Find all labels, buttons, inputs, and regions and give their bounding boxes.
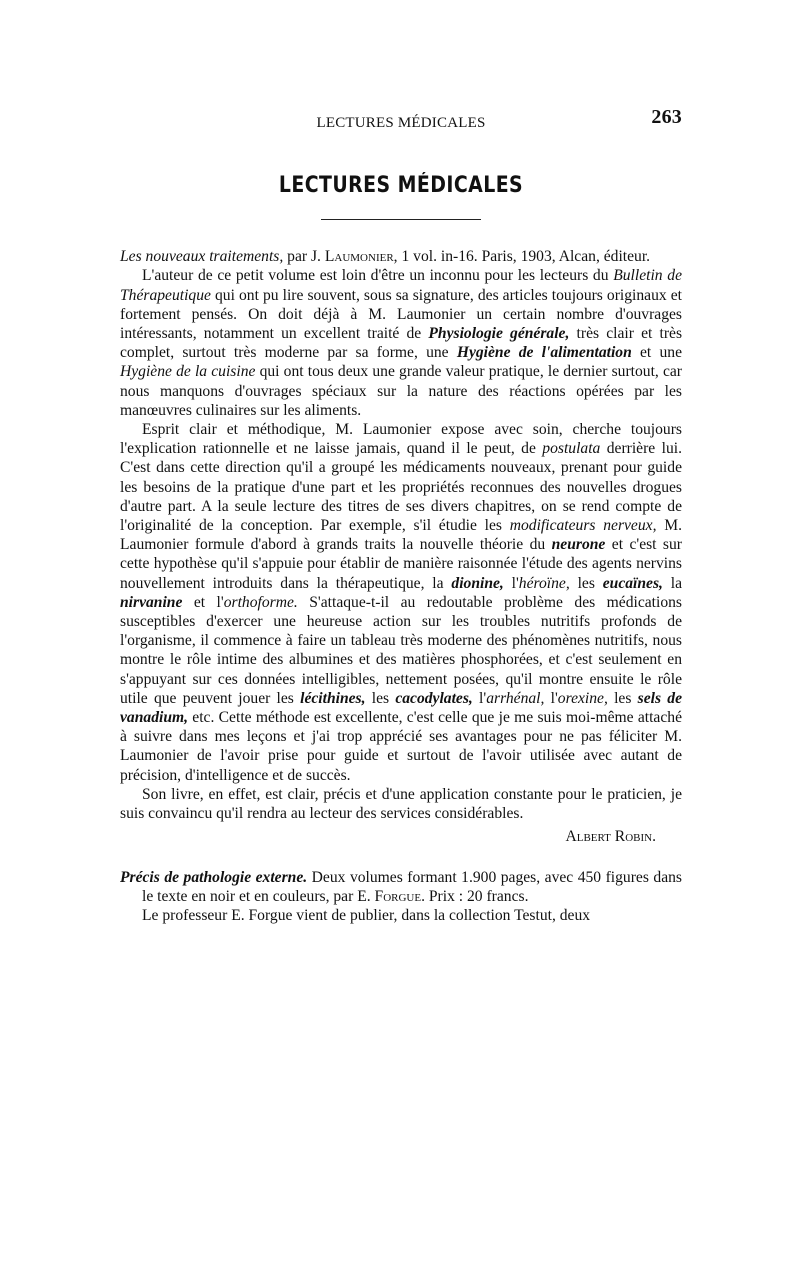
review-signature: Albert Robin. xyxy=(565,828,656,846)
cited-author: Laumonier xyxy=(324,248,394,266)
review-paragraph: Le professeur E. Forgue vient de publier, dans la collection Testut, deux xyxy=(142,906,591,924)
review-citation: Les nouveaux traitements, par J. Laumonier, 1 vol. in-16. Paris, 1903, Alcan, éditeur. xyxy=(120,248,651,266)
book-page xyxy=(120,108,682,925)
review-paragraph: Son livre, en effet, est clair, précis et d'une application constante pour le praticien, je suis convaincu qu'il rendra au lecteur des services considérables. xyxy=(120,785,682,823)
page-number: 263 xyxy=(651,106,682,128)
review-paragraph: L'auteur de ce petit volume est loin d'être un inconnu pour les lecteurs du Bulletin de Thérapeutique qui ont pu lire souvent, sous sa signature, des articles toujours originaux et fortement pensés. On doit déjà à M. Laumonier un certain nombre d'ouvrages intéressants, notamment un excellent traité de Physiologie générale, très clair et très complet, surtout très moderne par sa forme, une Hygiène de l'alimentation et une Hygiène de la cuisine qui ont tous deux une grande valeur pratique, le dernier surtout, car nous manquons d'ouvrages spéciaux sur la nature des réactions opérées par les manœuvres culinaires sur les aliments. xyxy=(120,267,683,419)
review-forgue xyxy=(120,868,682,926)
review-laumonier xyxy=(120,247,682,846)
cited-book-title: Précis de pathologie externe. xyxy=(120,868,308,886)
running-head-title: LECTURES MÉDICALES xyxy=(316,115,486,131)
review-citation: Précis de pathologie externe. Deux volumes formant 1.900 pages, avec 450 figures dans le texte en noir et en couleurs, par E. Forgue. Prix : 20 francs. xyxy=(120,868,682,905)
section-title: LECTURES MÉDICALES xyxy=(278,173,524,198)
running-head xyxy=(120,108,682,130)
title-rule xyxy=(321,219,481,220)
review-paragraph: Esprit clair et méthodique, M. Laumonier expose avec soin, cherche toujours l'explication rationnelle et ne laisse jamais, quand il le peut, de postulata derrière lui. C'est dans cette direction qu'il a groupé les médicaments nouveaux, prenant pour guide les besoins de la pratique d'une part et les propriétés reconnues des nouvelles drogues d'autre part. A la seule lecture des titres de ses divers chapitres, on se rend compte de l'originalité de la conception. Par exemple, s'il étudie les modificateurs nerveux, M. Laumonier formule d'abord à grands traits la nouvelle théorie du neurone et c'est sur cette hypothèse qu'il s'appuie pour établir de manière raisonnée l'étude des agents nervins nouvellement introduits dans la thérapeutique, la dionine, l'héroïne, les eucaïnes, la nirvanine et l'orthoforme. S'attaque-t-il au redoutable problème des médications susceptibles d'exercer une heureuse action sur les troubles nutritifs profonds de l'organisme, il commence à faire un tableau très moderne des phénomènes nutritifs, nous montre le rôle intime des albumines et des matières phosphorées, et c'est seulement en s'appuyant sur ces données intelligibles, nettement posées, qu'il montre ensuite le rôle utile que peuvent jouer les lécithines, les cacodylates, l'arrhénal, l'orexine, les sels de vanadium, etc. Cette méthode est excellente, c'est celle que je me suis moi-même attaché à suivre dans mes leçons et j'ai trop apprécié ses avantages pour ne pas féliciter M. Laumonier de l'avoir prise pour guide et surtout de l'avoir utilisée avec autant de précision, d'intelligence et de succès. xyxy=(120,421,683,784)
cited-author: Forgue xyxy=(374,887,422,905)
cited-book-title: Les nouveaux traitements, xyxy=(120,248,284,266)
